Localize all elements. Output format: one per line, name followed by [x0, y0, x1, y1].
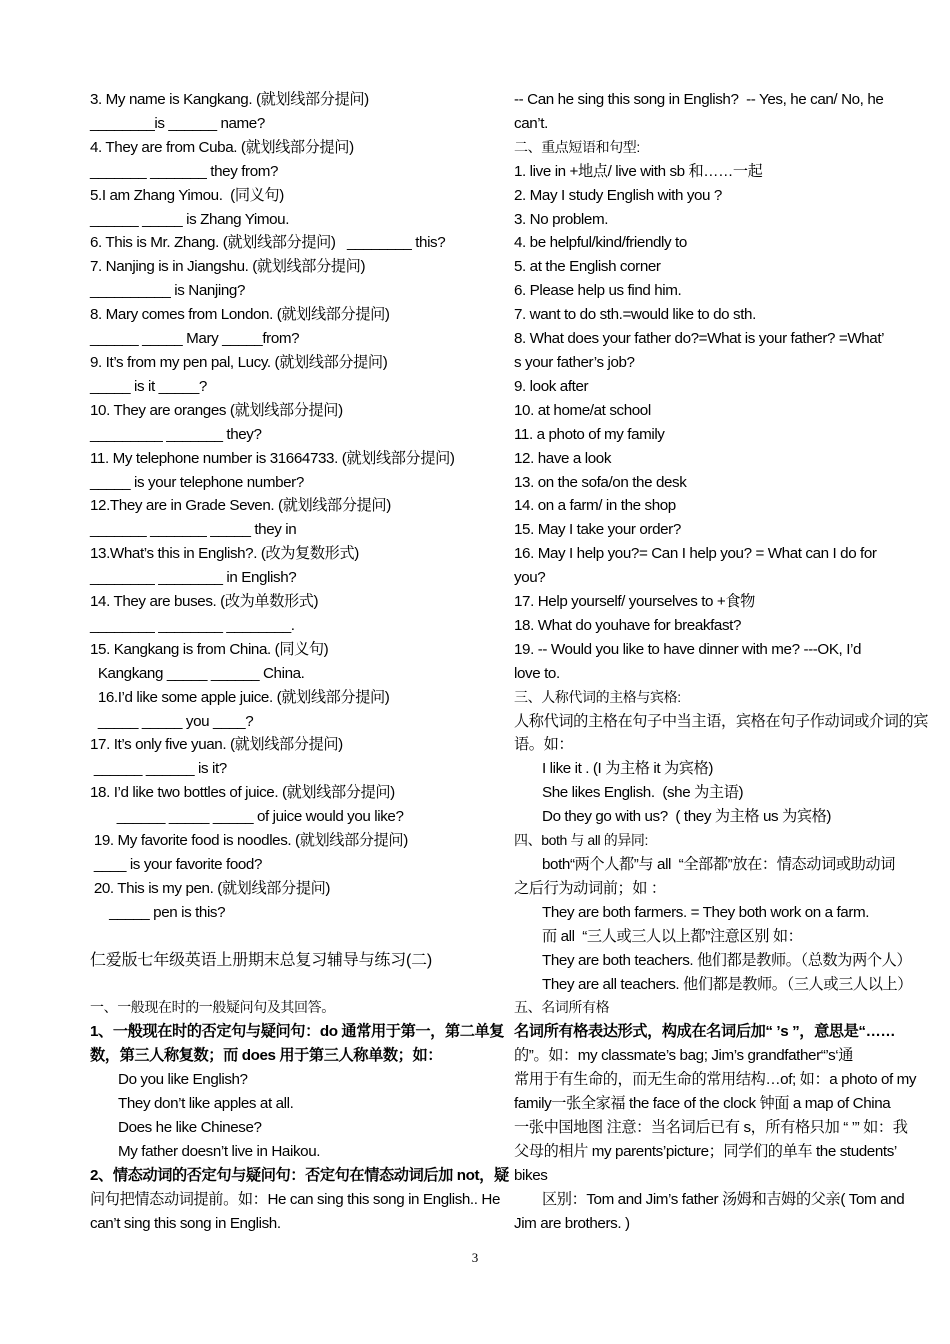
text-line: 名词所有格表达形式，构成在名词后加“ ’s ”，意思是“…… [514, 1023, 896, 1041]
text-line: 13. on the sofa/on the desk [514, 473, 687, 491]
text-line: Kangkang _____ ______ China. [94, 664, 305, 682]
text-line: 3. No problem. [514, 210, 609, 228]
text-line: _____ _____ you ____? [94, 712, 254, 730]
text-line: 12.They are in Grade Seven. (就划线部分提问) [90, 497, 391, 515]
text-line: ______ _____ is Zhang Yimou. [90, 210, 290, 228]
text-line: _________ _______ they? [90, 425, 262, 443]
text-line: 16. May I help you?= Can I help you? = What can I do for [514, 545, 877, 563]
text-line: They are both farmers. = They both work on a farm. [542, 903, 870, 921]
text-line: 5.I am Zhang Yimou. (同义句) [90, 186, 284, 204]
text-line: ________ ________ ________. [90, 616, 295, 634]
text-line: 四、both 与 all 的异同: [514, 832, 649, 849]
text-line: 13.What’s this in English?. (改为复数形式) [90, 545, 359, 563]
page-number: 3 [471, 1250, 479, 1265]
text-line: 17. Help yourself/ yourselves to +食物 [514, 593, 755, 611]
text-line: 问句把情态动词提前。如：He can sing this song in English.. He [90, 1190, 501, 1208]
text-line: 18. I’d like two bottles of juice. (就划线部分提问) [90, 784, 395, 802]
text-line: 19. My favorite food is noodles. (就划线部分提问) [90, 832, 408, 850]
text-line: 7. want to do sth.=would like to do sth. [514, 306, 756, 324]
text-line: 10. at home/at school [514, 401, 651, 419]
text-line: 20. This is my pen. (就划线部分提问) [90, 879, 331, 897]
text-line: 人称代词的主格在句子中当主语，宾格在句子作动词或介词的宾 [514, 712, 929, 730]
text-line: ______ _____ Mary _____from? [90, 330, 300, 348]
text-line: 14. on a farm/ in the shop [514, 497, 676, 515]
text-line: 常用于有生命的，而无生命的常用结构…of; 如：a photo of my [514, 1071, 917, 1089]
section-title: 仁爱版七年级英语上册期末总复习辅导与练习(二) [90, 951, 433, 969]
text-line: They are all teachers. 他们都是教师。（三人或三人以上） [542, 975, 913, 993]
text-line: 二、重点短语和句型: [514, 138, 640, 155]
text-line: 6. Please help us find him. [514, 282, 682, 300]
text-line: 17. It’s only five yuan. (就划线部分提问) [90, 736, 343, 754]
text-line: 五、名词所有格 [514, 999, 610, 1016]
text-line: 4. be helpful/kind/friendly to [514, 234, 687, 252]
spacer [90, 973, 490, 997]
text-line: 2、情态动词的否定句与疑问句：否定句在情态动词后加 not，疑 [90, 1166, 509, 1184]
text-line: _____ is your telephone number? [90, 473, 304, 491]
text-line: My father doesn’t live in Haikou. [118, 1142, 321, 1160]
text-line: 语。如： [514, 736, 574, 754]
text-line: family一张全家福 the face of the clock 钟面 a map of China [514, 1095, 891, 1113]
left-column [90, 88, 509, 1235]
text-line: 一张中国地图 注意：当名词后已有 s，所有格只加 “ ’” 如：我 [514, 1118, 908, 1136]
text-line: ______ _____ _____ of juice would you like? [90, 808, 404, 826]
text-line: ____ is your favorite food? [90, 856, 263, 873]
text-line: s your father’s job? [514, 353, 635, 371]
text-line: 5. at the English corner [514, 258, 661, 276]
text-line: 9. It’s from my pen pal, Lucy. (就划线部分提问) [90, 353, 388, 371]
text-line: 10. They are oranges (就划线部分提问) [90, 401, 343, 419]
text-line: 14. They are buses. (改为单数形式) [90, 593, 319, 611]
text-line: 的”。如：my classmate’s bag; Jim’s grandfather“’s‘通 [514, 1047, 854, 1065]
text-line: 19. -- Would you like to have dinner with me? ---OK, I’d [514, 640, 862, 658]
text-line: love to. [514, 664, 560, 682]
text-line: 7. Nanjing is in Jiangshu. (就划线部分提问) [90, 258, 366, 276]
text-line: Jim are brothers. ) [514, 1214, 630, 1232]
text-line: ______ ______ is it? [90, 760, 227, 778]
text-line: 数，第三人称复数；而 does 用于第三人称单数；如： [90, 1047, 443, 1065]
text-line: 9. look after [514, 377, 589, 395]
text-line: 三、人称代词的主格与宾格: [514, 688, 681, 705]
text-line: 一、一般现在时的一般疑问句及其回答。 [90, 999, 335, 1016]
text-line: They are both teachers. 他们都是教师。（总数为两个人） [542, 951, 912, 969]
text-line: They don’t like apples at all. [118, 1095, 294, 1113]
text-line: _______ _______ _____ they in [90, 521, 297, 539]
text-line: 11. a photo of my family [514, 425, 665, 443]
text-line: She likes English. (she 为主语) [542, 784, 744, 802]
text-line: 4. They are from Cuba. (就划线部分提问) [90, 138, 354, 156]
text-line: 16.I’d like some apple juice. (就划线部分提问) [94, 688, 390, 706]
text-line: Do they go with us? ( they 为主格 us 为宾格) [542, 808, 832, 826]
text-line: 15. Kangkang is from China. (同义句) [90, 640, 329, 658]
spacer [90, 925, 490, 949]
text-line: 之后行为动词前；如 ： [514, 879, 666, 897]
text-line: _____ is it _____? [90, 377, 207, 395]
text-line: _____ pen is this? [90, 903, 226, 921]
text-line: can’t sing this song in English. [90, 1214, 281, 1232]
text-line: 8. What does your father do?=What is your father? =What’ [514, 330, 885, 348]
text-line: can’t. [514, 114, 548, 132]
text-line: Do you like English? [118, 1071, 248, 1089]
text-line: ________is ______ name? [90, 114, 265, 132]
text-line: you? [514, 569, 546, 587]
text-line: 11. My telephone number is 31664733. (就划线部分提问) [90, 449, 455, 467]
text-line: 2. May I study English with you ? [514, 186, 722, 204]
text-line: 父母的相片 my parents’picture；同学们的单车 the students’ [514, 1142, 897, 1160]
text-line: 1、一般现在时的否定句与疑问句：do 通常用于第一，第二单复 [90, 1023, 505, 1041]
text-line: -- Can he sing this song in English? -- Yes, he can/ No, he [514, 91, 884, 108]
text-line: 3. My name is Kangkang. (就划线部分提问) [90, 91, 369, 108]
text-line: 8. Mary comes from London. (就划线部分提问) [90, 306, 390, 324]
right-column [514, 88, 929, 1236]
text-line: 15. May I take your order? [514, 521, 681, 539]
text-line: both“两个人都”与 all “全部都”放在：情态动词或助动词 [542, 856, 896, 873]
text-line: 区别：Tom and Jim’s father 汤姆和吉姆的父亲( Tom and [542, 1190, 905, 1208]
text-line: __________ is Nanjing? [90, 282, 246, 300]
text-line: _______ _______ they from? [90, 162, 279, 180]
text-line: bikes [514, 1166, 548, 1184]
text-line: 12. have a look [514, 449, 612, 467]
text-line: ________ ________ in English? [90, 569, 297, 587]
text-line: Does he like Chinese? [118, 1118, 262, 1136]
text-line: I like it . (I 为主格 it 为宾格) [542, 760, 714, 778]
text-line: 6. This is Mr. Zhang. (就划线部分提问) ________ this? [90, 234, 446, 252]
text-line: 18. What do youhave for breakfast? [514, 616, 742, 634]
text-line: 而 all “三人或三人以上都”注意区别 如： [542, 927, 803, 945]
text-line: 1. live in +地点/ live with sb 和……一起 [514, 162, 763, 180]
